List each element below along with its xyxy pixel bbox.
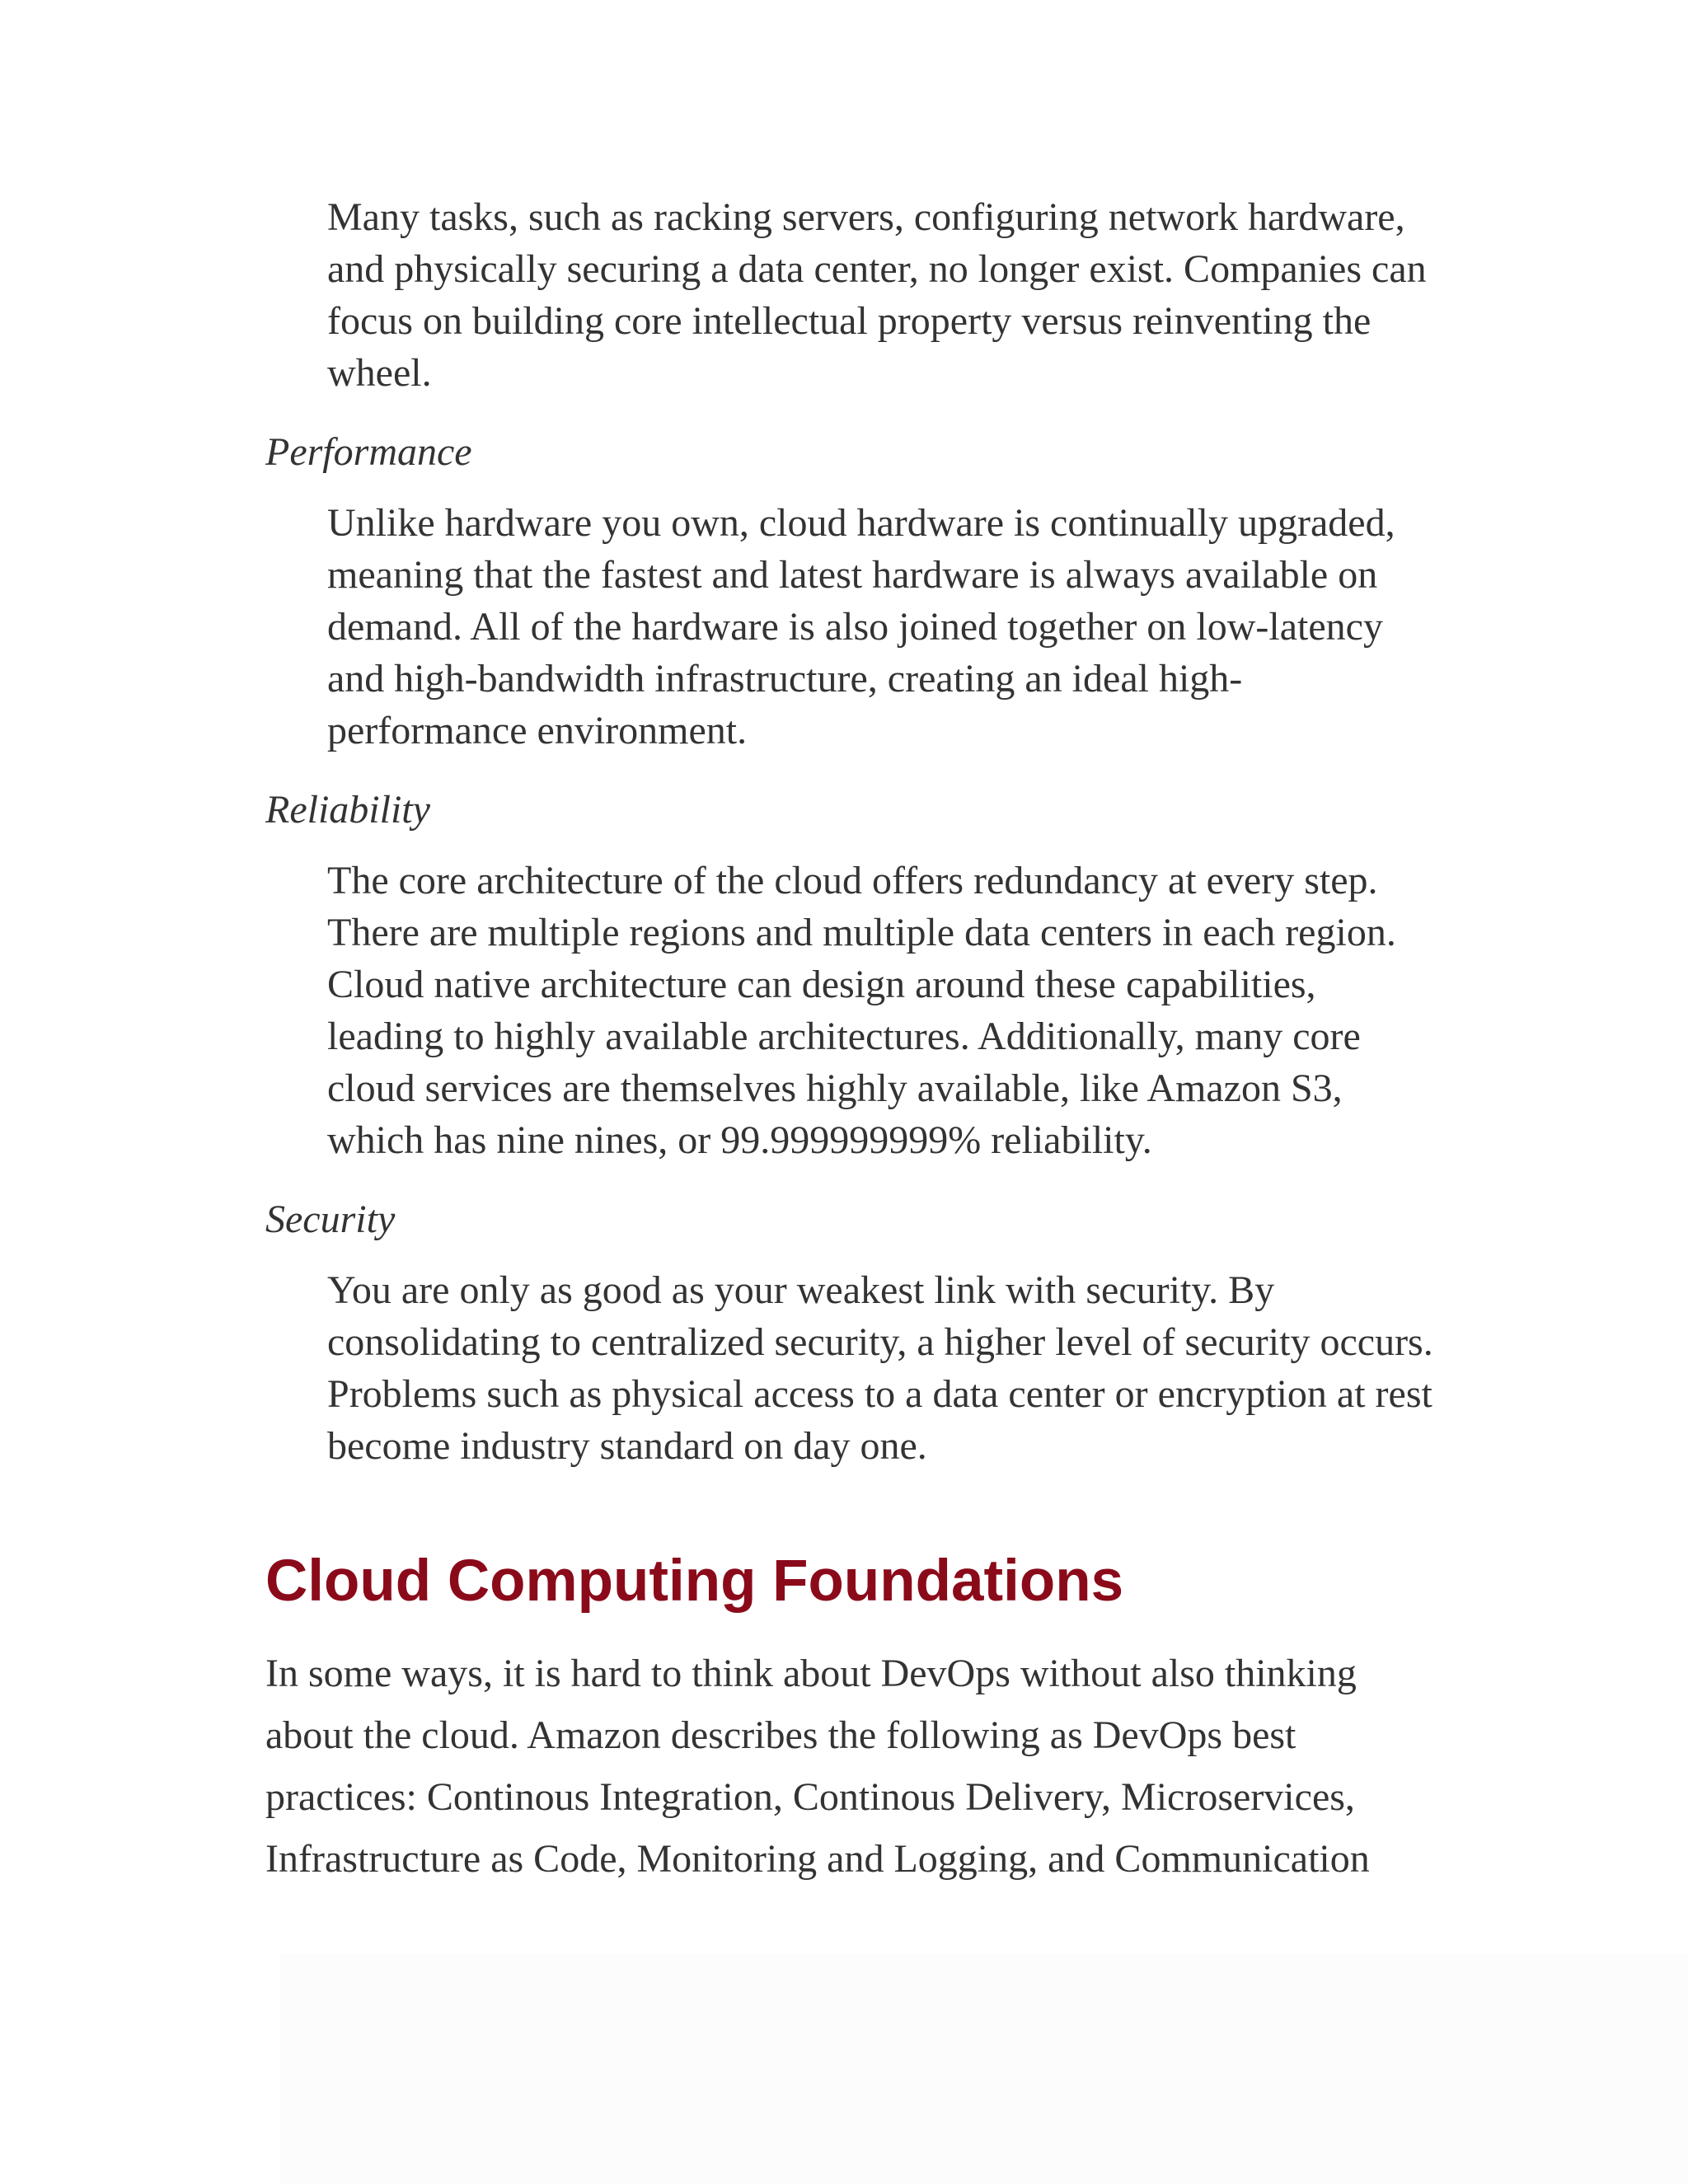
term-label: Reliability (265, 788, 430, 832)
term-label: Performance (265, 430, 472, 474)
term-label: Security (265, 1197, 396, 1241)
term-reliability (265, 784, 1436, 1166)
section-paragraph: In some ways, it is hard to think about DevOps without also thinking about the cloud. Amazon describes the following as DevOps best practices: Continous Integration, Continous Delivery, Microservices, Infrastructure as Code, Monitoring and Logging, and Communication (265, 1652, 1370, 1881)
term-definition: The core architecture of the cloud offers redundancy at every step. There are multiple regions and multiple data centers in each region. Cloud native architecture can design around these capabilities, leading to highly available architectures. Additionally, many core cloud services are themselves highly available, like Amazon S3, which has nine nines, or 99.999999999% reliability. (327, 859, 1396, 1162)
term-performance (265, 426, 1436, 757)
definition-intro: Many tasks, such as racking servers, configuring network hardware, and physically securing a data center, no longer exist. Companies can focus on building core intellectual property versus reinventing the wheel. (327, 195, 1427, 395)
section-heading: Cloud Computing Foundations (265, 1549, 1124, 1614)
term-definition: You are only as good as your weakest link with security. By consolidating to centralized security, a higher level of security occurs. Problems such as physical access to a data center or encryption at rest become industry standard on day one. (327, 1268, 1433, 1468)
term-definition: Unlike hardware you own, cloud hardware is continually upgraded, meaning that the fastest and latest hardware is always available on demand. All of the hardware is also joined together on low-latency and high-bandwidth infrastructure, creating an ideal high-performance environment. (327, 501, 1395, 752)
term-security (265, 1193, 1436, 1472)
document-body (265, 191, 1436, 1890)
background-panel (280, 1953, 1688, 2184)
